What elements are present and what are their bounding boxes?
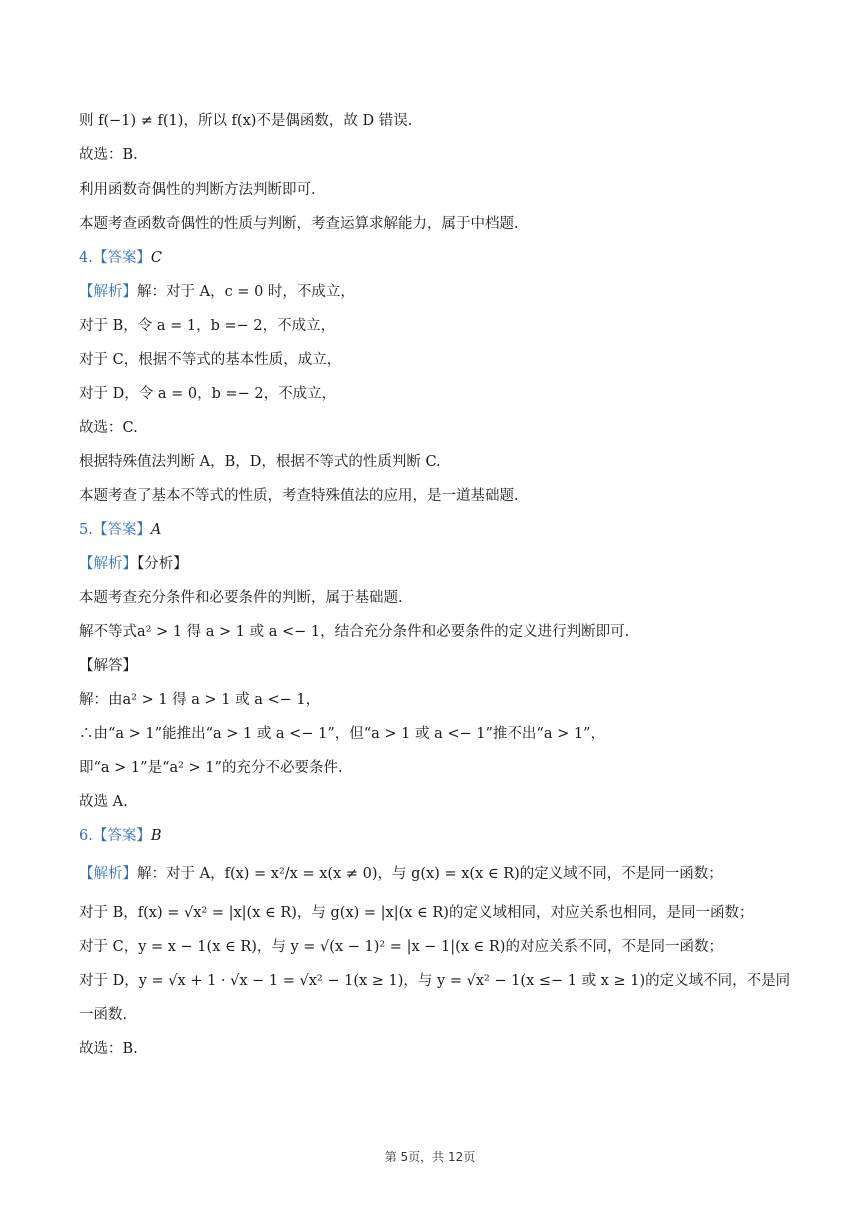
text-line: 根据特殊值法判断 A，B，D，根据不等式的性质判断 C.: [79, 454, 441, 470]
answer-heading-6: 6.【答案】B: [79, 828, 162, 844]
text-line: 对于 B，令 a = 1，b =− 2，不成立，: [79, 318, 336, 334]
text-line: 即“a > 1”是“a² > 1”的充分不必要条件.: [79, 760, 343, 776]
text-line: 对于 D，y = √x + 1 · √x − 1 = √x² − 1(x ≥ 1)，与 y = √x² − 1(x ≤− 1 或 x ≥ 1)的定义域不同，不是同: [79, 973, 790, 989]
answer-heading-4: 4.【答案】C: [79, 250, 162, 266]
text-line: ∴由“a > 1”能推出“a > 1 或 a <− 1”，但“a > 1 或 a <− 1”推不出“a > 1”，: [79, 726, 605, 742]
text-line: 故选：B.: [79, 147, 138, 163]
text-line: 对于 D，令 a = 0，b =− 2，不成立，: [79, 386, 337, 402]
text-line: 一函数.: [79, 1007, 128, 1023]
text-line: 故选：B.: [79, 1041, 138, 1057]
analysis-line: 【解析】【分析】: [79, 556, 188, 572]
text-line: 利用函数奇偶性的判断方法判断即可.: [79, 182, 316, 198]
text-line: 本题考查了基本不等式的性质，考查特殊值法的应用，是一道基础题.: [79, 488, 519, 504]
analysis-line: 【解析】解：对于 A，c = 0 时，不成立，: [79, 284, 355, 300]
text-line: 故选 A.: [79, 794, 128, 810]
analysis-line: 【解析】解：对于 A，f(x) = x²/x = x(x ≠ 0)，与 g(x) = x(x ∈ R)的定义域不同，不是同一函数；: [79, 866, 723, 882]
text-line: 对于 C，根据不等式的基本性质，成立，: [79, 352, 342, 368]
page-footer: 第 5页，共 12页: [384, 1150, 476, 1164]
text-line: 对于 B，f(x) = √x² = |x|(x ∈ R)，与 g(x) = |x|(x ∈ R)的定义域相同，对应关系也相同，是同一函数；: [79, 905, 754, 921]
text-line: 本题考查充分条件和必要条件的判断，属于基础题.: [79, 590, 403, 606]
text-line: 对于 C，y = x − 1(x ∈ R)，与 y = √(x − 1)² = |x − 1|(x ∈ R)的对应关系不同，不是同一函数；: [79, 939, 723, 955]
text-line: 【解答】: [79, 658, 137, 674]
answer-heading-5: 5.【答案】A: [79, 522, 162, 538]
text-line: 本题考查函数奇偶性的性质与判断，考查运算求解能力，属于中档题.: [79, 216, 519, 232]
text-line: 故选：C.: [79, 420, 138, 436]
text-line: 解：由a² > 1 得 a > 1 或 a <− 1，: [79, 692, 321, 708]
text-line: 解不等式a² > 1 得 a > 1 或 a <− 1，结合充分条件和必要条件的定义进行判断即可.: [79, 624, 630, 640]
text-line: 则 f(−1) ≠ f(1)，所以 f(x)不是偶函数，故 D 错误.: [79, 113, 413, 129]
